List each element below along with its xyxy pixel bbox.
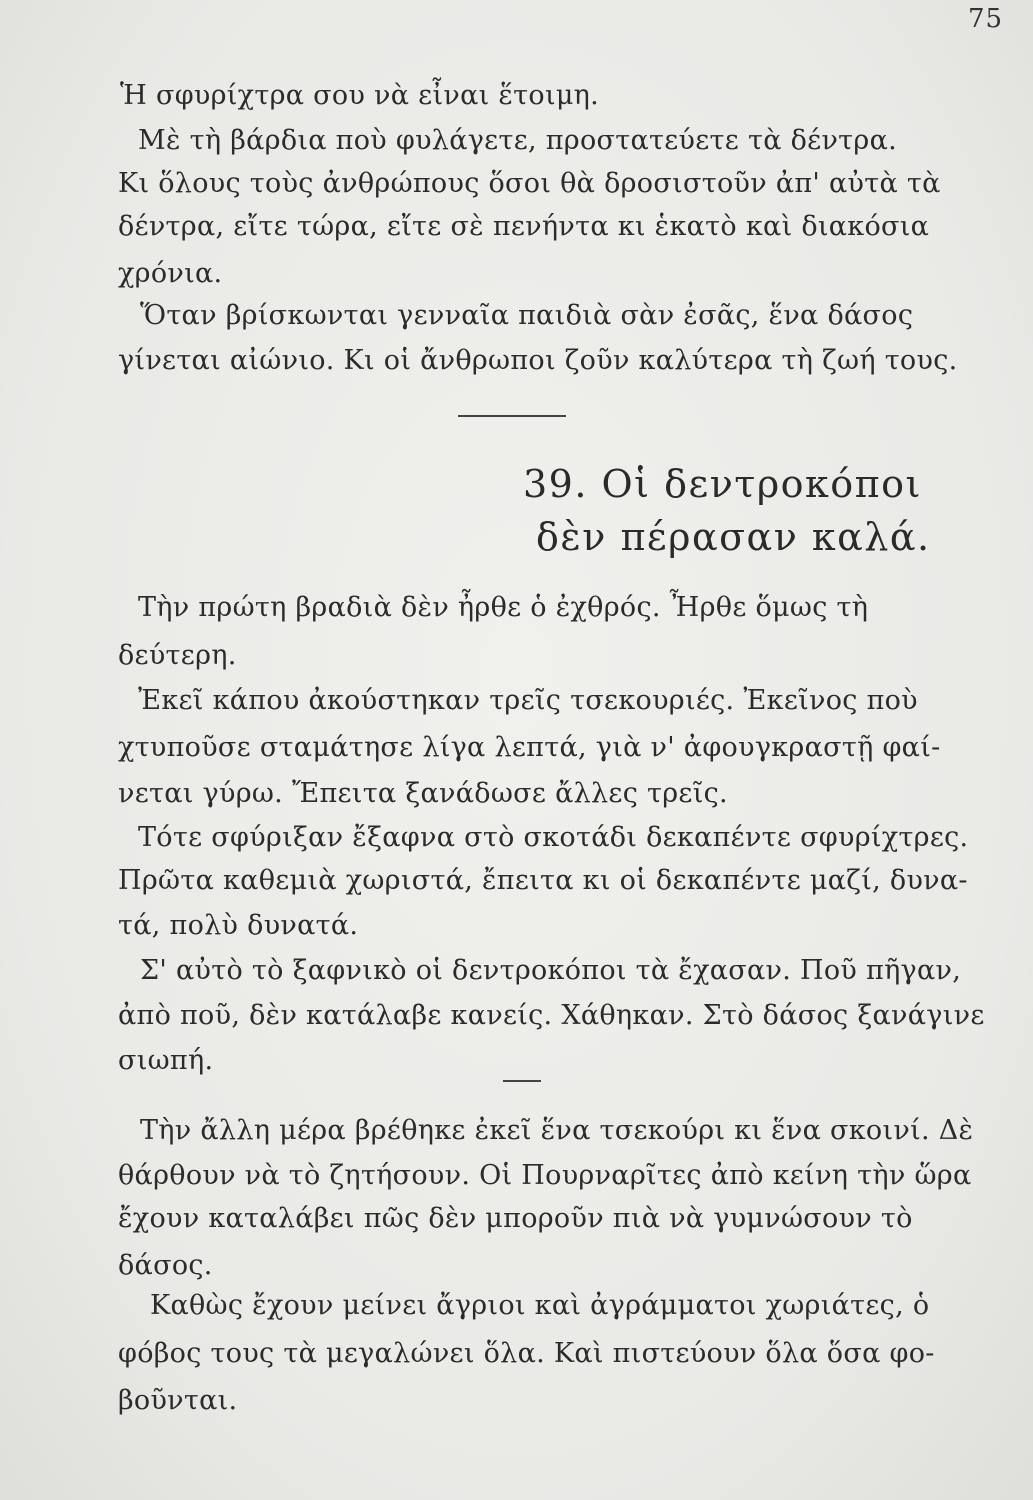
text-line: σιωπή.: [118, 1045, 214, 1076]
text-line: Τὴν ἄλλη μέρα βρέθηκε ἐκεῖ ἕνα τσεκούρι κι ἕνα σκοινί. Δὲ: [140, 1115, 974, 1146]
text-line: Μὲ τὴ βάρδια ποὺ φυλάγετε, προστατεύετε τὰ δέντρα.: [138, 125, 898, 156]
text-line: Ἡ σφυρίχτρα σου νὰ εἶναι ἕτοιμη.: [120, 80, 600, 111]
text-line: νεται γύρω. Ἔπειτα ξανάδωσε ἄλλες τρεῖς.: [118, 778, 728, 809]
chapter-heading-line-1: 39. Οἱ δεντροκόποι: [523, 462, 922, 506]
text-line: Ὅταν βρίσκωνται γενναῖα παιδιὰ σὰν ἐσᾶς, ἕνα δάσος: [140, 300, 914, 331]
text-line: Σ' αὐτὸ τὸ ξαφνικὸ οἱ δεντροκόποι τὰ ἔχασαν. Ποῦ πῆγαν,: [140, 955, 962, 986]
text-line: ἀπὸ ποῦ, δὲν κατάλαβε κανείς. Χάθηκαν. Στὸ δάσος ξανάγινε: [118, 1000, 985, 1031]
page-number: 75: [968, 4, 1004, 34]
text-line: Τὴν πρώτη βραδιὰ δὲν ἦρθε ὁ ἐχθρός. Ἦρθε ὅμως τὴ: [138, 592, 869, 623]
text-line: θάρθουν νὰ τὸ ζητήσουν. Οἱ Πουρναρῖτες ἀπὸ κείνη τὴν ὥρα: [118, 1160, 972, 1191]
text-line: χρόνια.: [118, 258, 223, 289]
text-line: Καθὼς ἔχουν μείνει ἄγριοι καὶ ἀγράμματοι χωριάτες, ὁ: [150, 1290, 930, 1321]
chapter-heading-line-2: δὲν πέρασαν καλά.: [536, 515, 931, 559]
short-divider: [503, 1080, 541, 1082]
text-line: βοῦνται.: [118, 1385, 238, 1416]
text-line: Πρῶτα καθεμιὰ χωριστά, ἔπειτα κι οἱ δεκαπέντε μαζί, δυνα-: [118, 865, 968, 896]
text-line: γίνεται αἰώνιο. Κι οἱ ἄνθρωποι ζοῦν καλύτερα τὴ ζωή τους.: [118, 345, 958, 376]
text-line: Κι ὅλους τοὺς ἀνθρώπους ὅσοι θὰ δροσιστοῦν ἀπ' αὐτὰ τὰ: [118, 168, 941, 199]
text-line: δεύτερη.: [118, 640, 237, 671]
text-line: φόβος τους τὰ μεγαλώνει ὅλα. Καὶ πιστεύουν ὅλα ὅσα φο-: [118, 1338, 935, 1369]
text-line: Ἐκεῖ κάπου ἀκούστηκαν τρεῖς τσεκουριές. Ἐκεῖνος ποὺ: [138, 685, 918, 716]
text-line: Τότε σφύριξαν ἔξαφνα στὸ σκοτάδι δεκαπέντε σφυρίχτρες.: [138, 822, 969, 853]
section-divider: [458, 415, 566, 417]
text-line: ἔχουν καταλάβει πῶς δὲν μποροῦν πιὰ νὰ γυμνώσουν τὸ: [118, 1203, 913, 1234]
text-line: δάσος.: [118, 1250, 213, 1281]
text-line: τά, πολὺ δυνατά.: [118, 910, 359, 941]
text-line: χτυποῦσε σταμάτησε λίγα λεπτά, γιὰ ν' ἀφουγκραστῇ φαί-: [118, 732, 941, 763]
text-line: δέντρα, εἴτε τώρα, εἴτε σὲ πενήντα κι ἑκατὸ καὶ διακόσια: [118, 211, 930, 242]
